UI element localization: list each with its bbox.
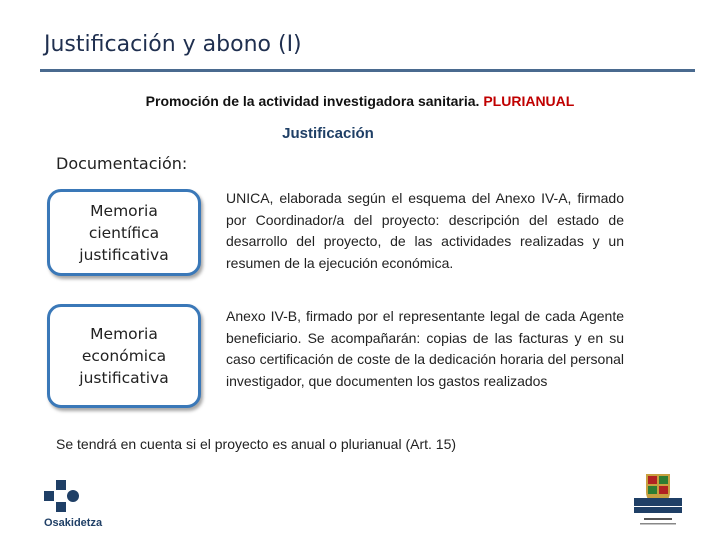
section-heading: Justificación — [282, 125, 374, 142]
page-title: Justificación y abono (I) — [44, 32, 302, 57]
osakidetza-wordmark: Osakidetza — [44, 517, 103, 529]
memoria-cientifica-description: UNICA, elaborada según el esquema del Anexo IV-A, firmado por Coordinador/a del proyecto: descripción del estado de desarrollo del proyecto, de las actividades realizadas y un resumen de la ejecución económica. — [226, 190, 624, 271]
slide-subtitle — [0, 93, 720, 109]
memoria-economica-box: Memoria económica justificativa — [47, 304, 201, 408]
coat-of-arms-icon — [630, 472, 686, 528]
gobierno-vasco-logo — [630, 472, 686, 528]
osakidetza-logo — [44, 480, 114, 532]
footer-note: Se tendrá en cuenta si el proyecto es anual o plurianual (Art. 15) — [56, 436, 457, 452]
subtitle-accent: PLURIANUAL — [483, 93, 575, 109]
documentation-label: Documentación: — [56, 154, 188, 173]
memoria-economica-description: Anexo IV-B, firmado por el representante legal de cada Agente beneficiario. Se acompañarán: copias de las facturas y en su caso certificación de coste de la dedicación horaria del personal investigador, que documenten los gastos realizados — [226, 308, 624, 389]
subtitle-text: Promoción de la actividad investigadora sanitaria. — [145, 93, 480, 109]
memoria-cientifica-box: Memoria científica justificativa — [47, 189, 201, 276]
osakidetza-cross-icon — [44, 480, 80, 514]
title-divider — [40, 69, 695, 72]
